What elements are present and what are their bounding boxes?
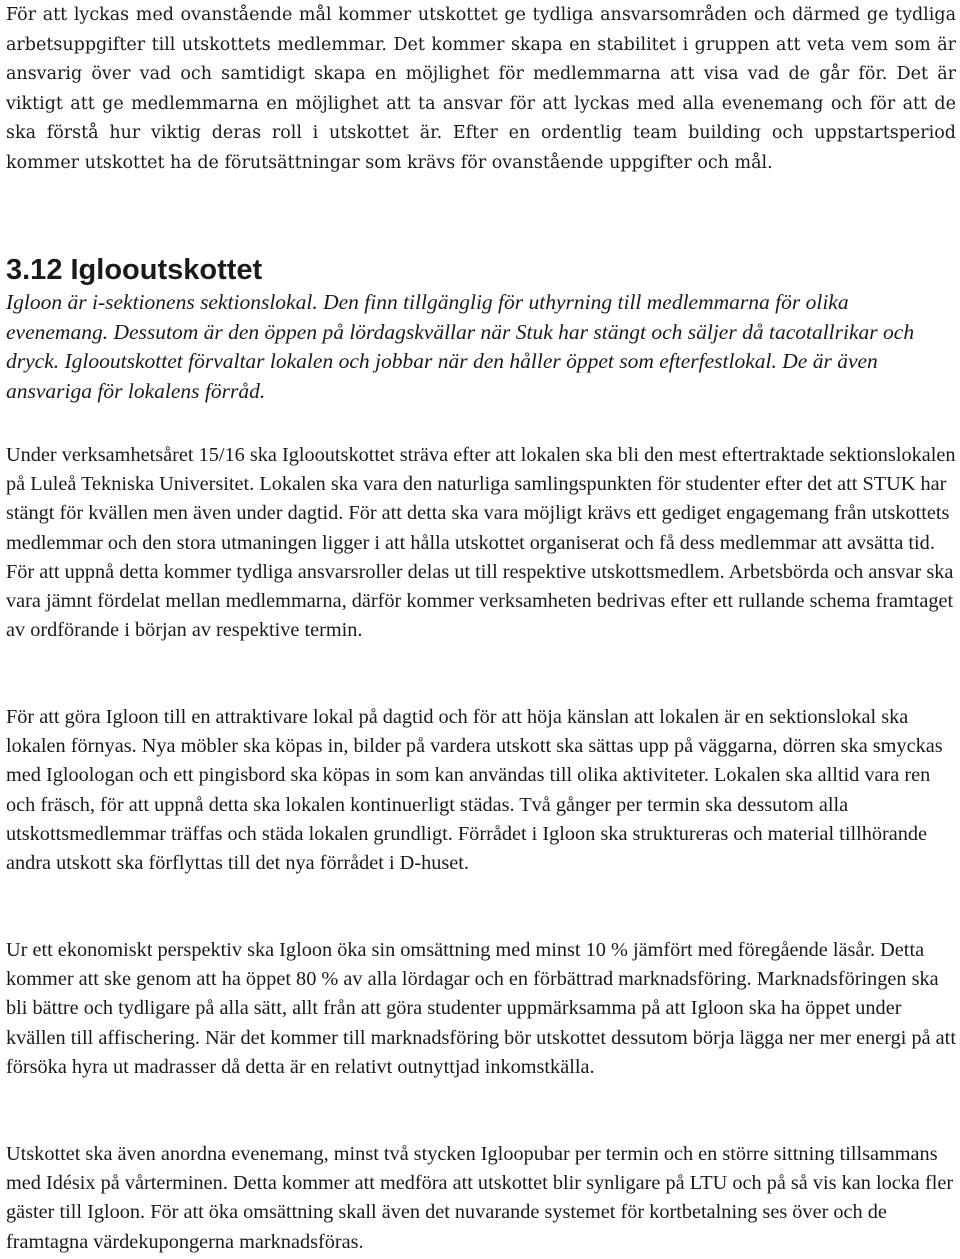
body-paragraph: För att göra Igloon till en attraktivare lokal på dagtid och för att höja känslan att lokalen är en sektionslokal ska lokalen förnyas. Nya möbler ska köpas in, bilder på vardera utskott ska sättas upp på väggarna, dörren ska smyckas med Igloologan och ett pingisbord ska köpas in som kan användas till olika aktiviteter. Lokalen ska alltid vara ren och fräsch, för att uppnå detta ska lokalen kontinuerligt städas. Två gånger per termin ska dessutom alla utskottsmedlemmar träffas och städa lokalen grundligt. Förrådet i Igloon ska struktureras och material tillhörande andra utskott ska förflyttas till det nya förrådet i D-huset. (6, 706, 943, 875)
intro-paragraph: För att lyckas med ovanstående mål kommer utskottet ge tydliga ansvarsområden och därmed ge tydliga arbetsuppgifter till utskottets medlemmar. Det kommer skapa en stabilitet i gruppen att veta vem som är ansvarig över vad och samtidigt skapa en möjlighet för medlemmarna att visa vad de går för. Det är viktigt att ge medlemmarna en möjlighet att ta ansvar för att lyckas med alla evenemang och för att de ska förstå hur viktig deras roll i utskottet är. Efter en ordentlig team building och uppstartsperiod kommer utskottet ha de förutsättningar som krävs för ovanstående uppgifter och mål. (6, 5, 956, 173)
section-heading: 3.12 Iglooutskottet (6, 254, 263, 286)
body-paragraph: Utskottet ska även anordna evenemang, minst två stycken Igloopubar per termin och en större sittning tillsammans med Idésix på vårterminen. Detta kommer att medföra att utskottet blir synligare på LTU och på så vis kan locka fler gäster till Igloon. För att öka omsättning skall även det nuvarande systemet för kortbetalning ses över och de framtagna värdekupongerna marknadsföras. (6, 1143, 954, 1253)
section-lead-paragraph: Igloon är i-sektionens sektionslokal. Den finn tillgänglig för uthyrning till medlemmarna för olika evenemang. Dessutom är den öppen på lördagskvällar när Stuk har stängt och säljer då tacotallrikar och dryck. Iglooutskottet förvaltar lokalen och jobbar när den håller öppet som efterfestlokal. De är även ansvariga för lokalens förråd. (6, 290, 915, 403)
body-paragraph: Ur ett ekonomiskt perspektiv ska Igloon öka sin omsättning med minst 10 % jämfört med föregående läsår. Detta kommer att ske genom att ha öppet 80 % av alla lördagar och en förbättrad marknadsföring. Marknadsföringen ska bli bättre och tydligare på alla sätt, allt från att göra studenter uppmärksamma på att Igloon ska ha öppet under kvällen till affischering. När det kommer till marknadsföring bör utskottet dessutom börja lägga ner mer energi på att försöka hyra ut madrasser då detta är en relativt outnyttjad inkomstkälla. (6, 939, 956, 1078)
body-paragraph: Under verksamhetsåret 15/16 ska Iglooutskottet sträva efter att lokalen ska bli den mest eftertraktade sektionslokalen på Luleå Tekniska Universitet. Lokalen ska vara den naturliga samlingspunkten för studenter efter det att STUK har stängt för kvällen men även under dagtid. För att detta ska vara möjligt krävs ett gediget engagemang från utskottets medlemmar och den stora utmaningen ligger i att hålla utskottet organiserat och få dess medlemmar att avsätta tid. För att uppnå detta kommer tydliga ansvarsroller delas ut till respektive utskottsmedlem. Arbetsbörda och ansvar ska vara jämnt fördelat mellan medlemmarna, därför kommer verksamheten bedrivas efter ett rullande schema framtaget av ordförande i början av respektive termin. (6, 444, 956, 642)
document-page (6, 0, 956, 1253)
